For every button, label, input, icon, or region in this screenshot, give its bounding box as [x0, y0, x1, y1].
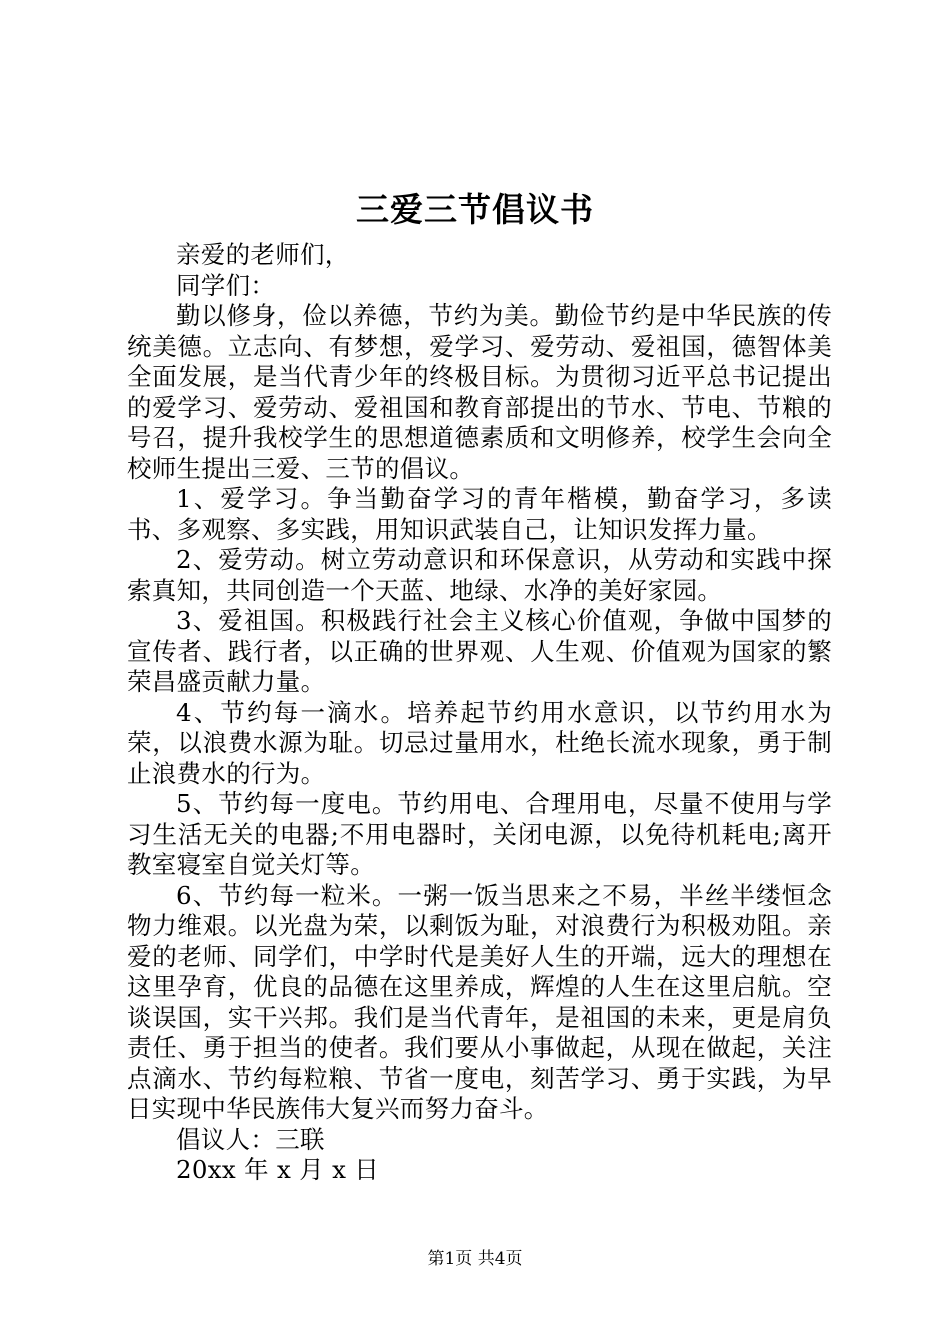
paragraph-item-4: 4、节约每一滴水。培养起节约用水意识，以节约用水为荣，以浪费水源为耻。切忌过量用水，杜绝长流水现象，勇于制止浪费水的行为。: [127, 697, 832, 788]
paragraph-item-6: 6、节约每一粒米。一粥一饭当思来之不易，半丝半缕恒念物力维艰。以光盘为荣，以剩饭为耻，对浪费行为积极劝阻。亲爱的老师、同学们，中学时代是美好人生的开端，远大的理想在这里孕育，优良的品德在这里养成，辉煌的人生在这里启航。空谈误国，实干兴邦。我们是当代青年，是祖国的未来，更是肩负责任、勇于担当的使者。我们要从小事做起，从现在做起，关注点滴水、节约每粒粮、节省一度电，刻苦学习、勇于实践，为早日实现中华民族伟大复兴而努力奋斗。: [127, 880, 832, 1123]
page-footer: 第1页 共4页: [427, 1249, 523, 1269]
paragraph-item-1: 1、爱学习。争当勤奋学习的青年楷模，勤奋学习，多读书、多观察、多实践，用知识武装自己，让知识发挥力量。: [127, 484, 832, 544]
paragraph-item-5: 5、节约每一度电。节约用电、合理用电，尽量不使用与学习生活无关的电器;不用电器时，关闭电源，以免待机耗电;离开教室寝室自觉关灯等。: [127, 789, 832, 879]
document-body: [127, 240, 832, 1186]
document-title: 三爱三节倡议书: [356, 190, 594, 229]
signer: 倡议人：三联: [176, 1124, 325, 1154]
paragraph-intro: 勤以修身，俭以养德，节约为美。勤俭节约是中华民族的传统美德。立志向、有梦想，爱学习、爱劳动、爱祖国，德智体美全面发展，是当代青少年的终极目标。为贯彻习近平总书记提出的爱学习、爱劳动、爱祖国和教育部提出的节水、节电、节粮的号召，提升我校学生的思想道德素质和文明修养，校学生会向全校师生提出三爱、三节的倡议。: [127, 301, 832, 483]
salutation-teachers: 亲爱的老师们，: [176, 240, 350, 269]
paragraph-item-3: 3、爱祖国。积极践行社会主义核心价值观，争做中国梦的宣传者、践行者，以正确的世界观、人生观、价值观为国家的繁荣昌盛贡献力量。: [127, 606, 832, 696]
paragraph-item-2: 2、爱劳动。树立劳动意识和环保意识，从劳动和实践中探索真知，共同创造一个天蓝、地绿、水净的美好家园。: [127, 545, 832, 605]
date: 20xx 年 x 月 x 日: [176, 1155, 380, 1184]
salutation-students: 同学们：: [176, 270, 276, 300]
